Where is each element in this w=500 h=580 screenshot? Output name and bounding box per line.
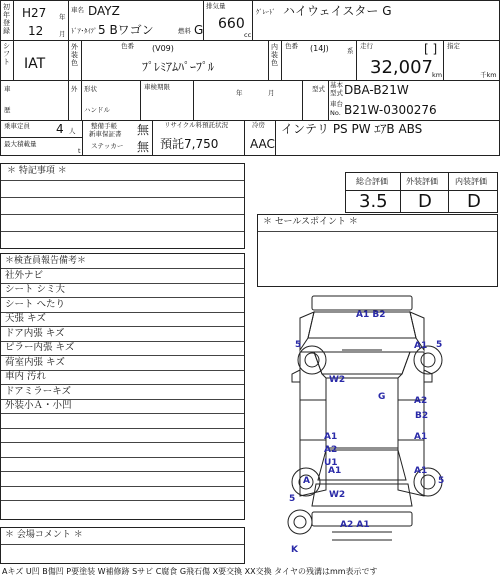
color-name: ﾌﾟﾚﾐｱﾑﾊﾟｰﾌﾟﾙ [142, 60, 215, 74]
rear-hatch [312, 484, 412, 506]
mileage-unit: km [432, 71, 443, 79]
inspector-note-rule [1, 500, 244, 501]
left-mirror [292, 370, 300, 382]
shift-label: シフト [3, 42, 10, 66]
grade-label: ｸﾞﾚｰﾄﾞ [256, 8, 276, 16]
inspector-note-rule [1, 486, 244, 487]
venue-comment-box [0, 527, 245, 564]
thousand-km-unit: 千km [480, 71, 497, 79]
damage-front-right: A1 [414, 341, 428, 351]
capacity-label: 乗車定員 [4, 122, 30, 130]
damage-left-a1: A1 [324, 432, 338, 442]
damage-k: K [291, 545, 298, 555]
recycle-label: リサイクル料預託状況 [164, 121, 229, 129]
car-history-label-2: 歴 [4, 106, 11, 114]
maintenance-label: 整備手帳 [91, 122, 117, 130]
handle-label: ハンドル [84, 106, 110, 114]
inspection-label: 車検期限 [144, 83, 170, 91]
chassis-value: B21W-0300276 [344, 103, 437, 117]
door-type: 5 Bワゴン [98, 23, 154, 37]
model-value: DBA-B21W [344, 83, 409, 97]
door-type-label: ﾄﾞｱ･ﾀｲﾌﾟ [71, 27, 97, 35]
model-type-label: 型式 [330, 89, 343, 97]
aircon-value: AAC [250, 137, 275, 151]
damage-rear-left-tire: A [303, 476, 310, 486]
special-notes-box [0, 163, 245, 249]
interior-color-label: 内装色 [271, 43, 278, 67]
capacity-value: 4 [56, 122, 64, 136]
maintenance-value: 無 [137, 123, 150, 137]
spare-tire [288, 510, 312, 534]
damage-roof: G [378, 392, 386, 402]
damage-right-a1: A1 [414, 432, 428, 442]
venue-comment-title: ＊ 会場コメント ＊ [5, 530, 83, 540]
displacement-label: 排気量 [206, 2, 226, 10]
right-mirror [424, 370, 432, 382]
chassis-label: 車台 [330, 100, 343, 108]
damage-front-left-tire: 5 [295, 340, 302, 350]
damage-front-right-tire: 5 [436, 340, 443, 350]
damage-rear-right-a1: A1 [414, 466, 428, 476]
basic-label: 基本 [330, 81, 343, 89]
inspector-note: ドアミラーキズ [5, 385, 72, 397]
shift-value: IAT [24, 56, 46, 72]
inspector-note-rule [1, 413, 244, 414]
max-load-label: 最大積載量 [4, 140, 37, 148]
fuel-label: 燃料 [178, 27, 191, 35]
inspector-note: 社外ナビ [5, 269, 44, 281]
damage-top: A1 B2 [356, 310, 386, 320]
ext-label: 外 [71, 85, 78, 93]
sticker-label: ステッカー [91, 142, 124, 150]
damage-rear-right-tire-depth: 5 [438, 476, 445, 486]
damage-bottom: A2 A1 [340, 520, 370, 530]
interior-score: D [467, 191, 481, 212]
shape-label: 形状 [84, 85, 97, 93]
damage-rear-left-a1: A1 [328, 466, 342, 476]
damage-left-a2: A2 [324, 445, 338, 455]
int-color-code: (14J) [310, 44, 329, 53]
color-code: (V09) [152, 44, 174, 53]
inspector-note-rule [1, 457, 244, 458]
damage-rear-w2: W2 [329, 490, 346, 500]
interior-score-label: 内装評価 [455, 177, 487, 186]
aircon-label: 冷房 [252, 121, 265, 129]
damage-legend: Aキズ U凹 B傷凹 P要塗装 W補修跡 Sサビ C腐食 G飛石傷 X要交換 XX交換 タイヤの残溝はmm表示です [2, 567, 378, 576]
inspector-notes-title: ＊検査員報告備考＊ [5, 256, 87, 266]
sales-points-box [257, 214, 498, 287]
damage-rear-left-tire-depth: 5 [289, 494, 296, 504]
inspector-note: ピラー内張 キズ [5, 342, 75, 353]
inspector-note: シート へたり [5, 298, 66, 310]
model-label: 型式 [312, 85, 325, 93]
left-front-fender [300, 312, 314, 350]
month-value: 12 [28, 24, 44, 38]
windshield [314, 352, 410, 374]
warranty-label: 新車保証書 [89, 130, 122, 138]
damage-right-b2: B2 [415, 411, 429, 421]
inspection-year-unit: 年 [236, 89, 243, 97]
damage-right-a2: A2 [414, 396, 428, 406]
color-code-label: 色番 [121, 42, 134, 50]
load-unit: t [78, 147, 81, 155]
sticker-value: 無 [137, 140, 150, 154]
mileage-bracket: [ ] [424, 42, 438, 56]
grade-value: ハイウェイスター G [283, 4, 392, 18]
car-history-label-1: 車 [4, 85, 11, 93]
mileage-value: 32,007 [370, 57, 433, 78]
exterior-color-label: 外装色 [71, 43, 78, 67]
inspector-note: 天張 キズ [5, 313, 46, 324]
total-score-label: 総合評価 [356, 177, 388, 186]
special-notes-title: ＊ 特記事項 ＊ [7, 166, 67, 176]
exterior-score-label: 外装評価 [406, 177, 438, 186]
exterior-score: D [418, 191, 432, 212]
score-box [345, 172, 498, 213]
inspector-notes-box [0, 253, 245, 520]
year-unit: 年 [59, 13, 66, 21]
displacement-value: 660 [218, 16, 245, 32]
inspection-month-unit: 月 [268, 89, 275, 97]
inspector-note-rule [1, 442, 244, 443]
recycle-value: 預託7,750 [160, 137, 219, 151]
capacity-unit: 人 [69, 127, 76, 135]
damage-left-w2: W2 [329, 375, 346, 385]
car-name: DAYZ [88, 4, 120, 18]
month-unit: 月 [59, 30, 66, 38]
sales-points-title: ＊ セールスポイント ＊ [263, 217, 358, 227]
total-score: 3.5 [359, 191, 388, 212]
equipment-value: インテリ PS PW ｴｱB ABS [281, 122, 423, 136]
damage-left-u1: U1 [324, 458, 338, 468]
inspector-note: 車内 汚れ [5, 371, 47, 382]
inspector-note: 外装小Ａ・小凹 [5, 400, 72, 411]
front-left-tire [298, 346, 326, 374]
car-name-label: 車名 [71, 6, 84, 14]
front-bumper [312, 296, 412, 310]
no-label: No. [330, 109, 341, 117]
inspector-note-rule [1, 471, 244, 472]
inspector-note: ドア内張 キズ [5, 327, 65, 339]
spec-label: 指定 [447, 42, 460, 50]
series-label: 系 [347, 47, 354, 55]
int-color-code-label: 色番 [285, 42, 298, 50]
inspector-note: 荷室内張 キズ [5, 356, 65, 368]
inspector-note: シート シミ大 [5, 284, 66, 295]
first-registration-label: 初年登録 [3, 3, 10, 35]
mileage-label: 走行 [360, 42, 373, 50]
fuel-value: G [194, 23, 204, 37]
inspector-note-rule [1, 428, 244, 429]
year-value: H27 [22, 6, 47, 20]
displacement-unit: cc [244, 31, 252, 39]
